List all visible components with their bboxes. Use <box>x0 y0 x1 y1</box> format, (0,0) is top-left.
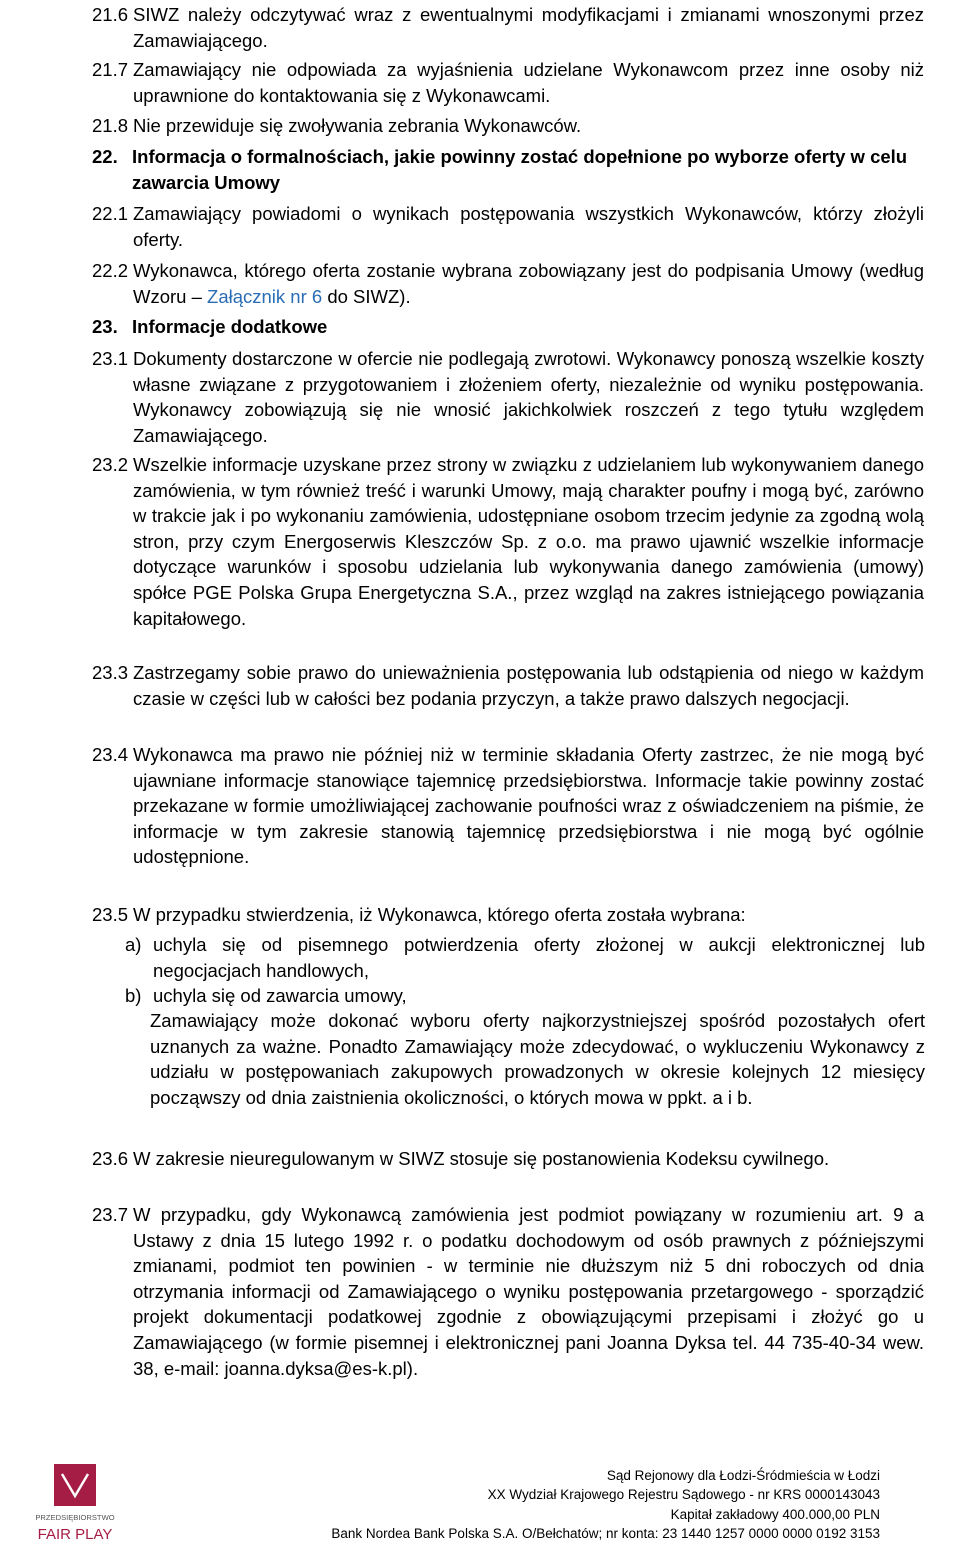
paragraph-text: W przypadku stwierdzenia, iż Wykonawca, którego oferta została wybrana: <box>133 904 746 925</box>
list-item-b <box>125 983 925 1009</box>
paragraph-number: 23.3 <box>92 662 129 683</box>
fair-play-logo <box>24 1462 124 1546</box>
paragraph-text: Dokumenty dostarczone w ofercie nie podlegają zwrotowi. Wykonawcy ponoszą wszelkie koszty własne związane z przygotowaniem i złożeniem oferty, niezależnie od wyniku postępowania. Wykonawcy zobowiązują się nie wnosić jakichkolwiek roszczeń z tego tytułu względem Zamawiającego. <box>133 348 924 446</box>
logo-text-line1: PRZEDSIĘBIORSTWO <box>35 1513 115 1522</box>
paragraph-number: 23.2 <box>92 454 129 475</box>
paragraph-23-2 <box>92 452 924 631</box>
attachment-link[interactable]: Załącznik nr 6 <box>207 285 323 307</box>
footer-company-info <box>200 1466 880 1544</box>
logo-text-line2: FAIR PLAY <box>37 1526 113 1543</box>
paragraph-text: Nie przewiduje się zwoływania zebrania Wykonawców. <box>133 115 582 136</box>
paragraph-text: Zastrzegamy sobie prawo do unieważnienia postępowania lub odstąpienia od niego w każdym czasie w części lub w całości bez podania przyczyn, a także prawo dalszych negocjacji. <box>133 662 924 709</box>
footer-krs-line: XX Wydział Krajowego Rejestru Sądowego - nr KRS 0000143043 <box>487 1487 880 1503</box>
paragraph-23-6 <box>92 1146 924 1172</box>
paragraph-number: 23.4 <box>92 744 129 765</box>
paragraph-23-7 <box>92 1202 924 1381</box>
paragraph-23-5 <box>92 902 924 928</box>
section-number: 23. <box>92 316 118 337</box>
paragraph-23-1 <box>92 346 924 448</box>
paragraph-number: 22.1 <box>92 203 129 224</box>
section-heading-23 <box>92 314 924 340</box>
paragraph-22-2 <box>92 258 924 309</box>
footer-bank-line: Bank Nordea Bank Polska S.A. O/Bełchatów; nr konta: 23 1440 1257 0000 0000 0192 3153 <box>331 1526 880 1542</box>
section-heading-22 <box>92 144 924 195</box>
paragraph-text: Wykonawca ma prawo nie później niż w terminie składania Oferty zastrzec, że nie mogą być ujawniane informacje stanowiące tajemnicę przedsiębiorstwa. Informacje takie powinny zostać przekazane w formie umożliwiającej zachowanie poufności wraz z oświadczeniem na piśmie, że informacje w tym zakresie stanowią tajemnicę przedsiębiorstwa i nie mogą być ogólnie udostępnione. <box>133 744 924 868</box>
paragraph-text: W zakresie nieuregulowanym w SIWZ stosuje się postanowienia Kodeksu cywilnego. <box>133 1148 830 1169</box>
footer-capital-line: Kapitał zakładowy 400.000,00 PLN <box>670 1506 880 1522</box>
paragraph-text: W przypadku, gdy Wykonawcą zamówienia jest podmiot powiązany w rozumieniu art. 9 a Ustawy z dnia 15 lutego 1992 r. o podatku dochodowym od osób prawnych z późniejszymi zmianami, podmiot ten powinien - w terminie nie dłuższym niż 5 dni roboczych od dnia otrzymania informacji od Zamawiającego o wyniku postępowania przetargowego - sporządzić projekt dokumentacji podatkowej zgodnie z obowiązującymi przepisami i złożyć go u Zamawiającego (w formie pisemnej i elektronicznej pani Joanna Dyksa tel. 44 735-40-34 wew. 38, e-mail: joanna.dyksa@es-k.pl). <box>133 1204 924 1379</box>
paragraph-23-5-followup: Zamawiający może dokonać wyboru oferty najkorzystniejszej spośród pozostałych ofert uznanych za ważne. Ponadto Zamawiający może zdecydować, o wykluczeniu Wykonawcy z udziału w postępowaniach zakupowych prowadzonych w okresie kolejnych 12 miesięcy począwszy od dnia zaistnienia okoliczności, o których mowa w ppkt. a i b. <box>150 1010 925 1108</box>
paragraph-text: Wszelkie informacje uzyskane przez strony w związku z udzielaniem lub wykonywaniem danego zamówienia, w tym również treść i warunki Umowy, mają charakter poufny i mogą być, zarówno w trakcie jak i po wykonaniu zamówienia, udostępniane osobom trzecim jedynie za zgodną wolą stron, przy czym Energoserwis Kleszczów Sp. z o.o. ma prawo ujawnić wszelkie informacje dotyczące warunków i sposobu udzielania lub wykonywania danego zamówienia (umowy) spółce PGE Polska Grupa Energetyczna S.A., przez wzgląd na zakres istniejącego powiązania kapitałowego. <box>133 454 924 629</box>
paragraph-21-8 <box>92 113 924 139</box>
paragraph-text-after-link: do SIWZ). <box>322 285 411 307</box>
logo-square <box>54 1464 96 1506</box>
paragraph-21-6 <box>92 2 924 53</box>
section-title: Informacja o formalnościach, jakie powinny zostać dopełnione po wyborze oferty w celu zawarcia Umowy <box>132 146 908 193</box>
paragraph-23-4 <box>92 742 924 870</box>
paragraph-21-7 <box>92 57 924 108</box>
list-item-text: uchyla się od zawarcia umowy, <box>153 985 407 1006</box>
paragraph-number: 23.1 <box>92 348 129 369</box>
list-item-a <box>125 932 925 983</box>
list-marker: a) <box>125 934 142 955</box>
footer-court-line: Sąd Rejonowy dla Łodzi-Śródmieścia w Łodzi <box>606 1468 880 1483</box>
paragraph-text <box>133 258 924 309</box>
section-title: Informacje dodatkowe <box>132 316 328 337</box>
paragraph-text-before-link: Wykonawca, którego oferta zostanie wybrana zobowiązany jest do podpisania Umowy (według Wzoru – <box>133 260 924 307</box>
paragraph-22-1 <box>92 201 924 252</box>
paragraph-number: 22.2 <box>92 260 129 281</box>
list-marker: b) <box>125 985 142 1006</box>
paragraph-number: 23.5 <box>92 904 129 925</box>
paragraph-number: 23.6 <box>92 1148 129 1169</box>
paragraph-number: 23.7 <box>92 1204 129 1225</box>
paragraph-number: 21.6 <box>92 4 129 25</box>
section-number: 22. <box>92 146 118 167</box>
paragraph-number: 21.7 <box>92 59 129 80</box>
paragraph-23-3 <box>92 660 924 711</box>
paragraph-text: SIWZ należy odczytywać wraz z ewentualnymi modyfikacjami i zmianami wnoszonymi przez Zamawiającego. <box>133 4 924 51</box>
paragraph-number: 21.8 <box>92 115 129 136</box>
paragraph-text: Zamawiający powiadomi o wynikach postępowania wszystkich Wykonawców, którzy złożyli oferty. <box>133 203 924 250</box>
paragraph-text: Zamawiający nie odpowiada za wyjaśnienia udzielane Wykonawcom przez inne osoby niż uprawnione do kontaktowania się z Wykonawcami. <box>133 59 924 106</box>
list-item-text: uchyla się od pisemnego potwierdzenia oferty złożonej w aukcji elektronicznej lub negocjacjach handlowych, <box>153 934 925 981</box>
